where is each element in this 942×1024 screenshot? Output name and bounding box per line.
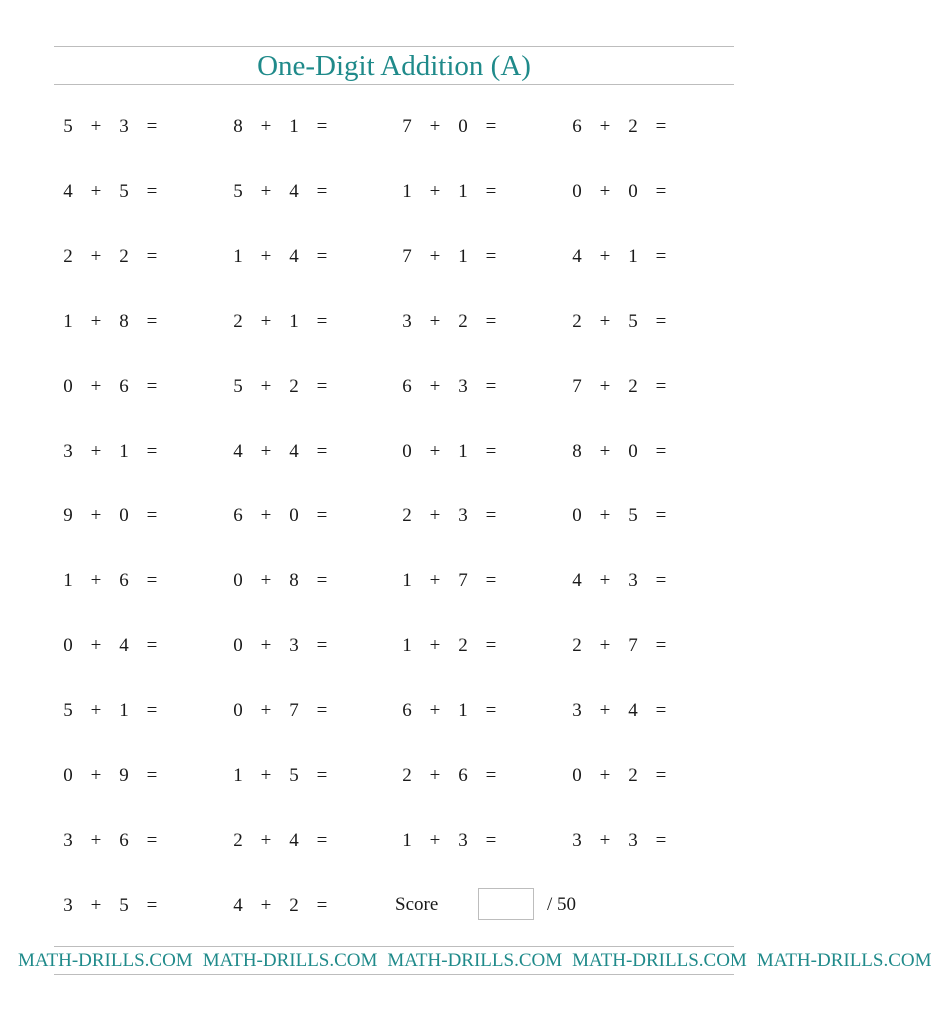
addend-1: 0 [233,570,243,591]
addend-1: 0 [402,441,412,462]
equals-sign: = [655,246,667,267]
addend-1: 4 [233,895,243,916]
top-rule [54,46,734,47]
equals-sign: = [316,376,328,397]
plus-sign: + [599,635,611,656]
plus-sign: + [429,441,441,462]
addend-1: 3 [402,311,412,332]
addend-2: 3 [458,376,468,397]
addend-1: 0 [233,635,243,656]
plus-sign: + [260,246,272,267]
plus-sign: + [260,116,272,137]
equals-sign: = [485,441,497,462]
plus-sign: + [429,505,441,526]
equals-sign: = [485,635,497,656]
addend-1: 8 [572,441,582,462]
addend-2: 8 [289,570,299,591]
addend-1: 6 [572,116,582,137]
equals-sign: = [146,505,158,526]
equals-sign: = [146,376,158,397]
equals-sign: = [485,830,497,851]
plus-sign: + [429,635,441,656]
plus-sign: + [260,635,272,656]
addend-1: 5 [63,116,73,137]
addend-2: 5 [628,311,638,332]
addend-2: 4 [289,246,299,267]
plus-sign: + [90,505,102,526]
equals-sign: = [146,765,158,786]
plus-sign: + [90,765,102,786]
footer-top-rule [54,946,734,947]
addend-1: 3 [572,700,582,721]
addend-1: 5 [233,181,243,202]
plus-sign: + [90,830,102,851]
plus-sign: + [599,246,611,267]
plus-sign: + [599,311,611,332]
equals-sign: = [485,376,497,397]
equals-sign: = [655,635,667,656]
addend-2: 7 [289,700,299,721]
footer-text: MATH-DRILLS.COM [572,950,747,971]
addend-2: 1 [289,116,299,137]
addend-2: 4 [289,441,299,462]
title-rule [54,84,734,85]
footer-bottom-rule [54,974,734,975]
addend-1: 7 [402,116,412,137]
addend-2: 4 [628,700,638,721]
plus-sign: + [260,570,272,591]
plus-sign: + [260,765,272,786]
footer-text: MATH-DRILLS.COM [202,950,378,971]
equals-sign: = [655,116,667,137]
equals-sign: = [146,116,158,137]
addend-2: 2 [119,246,129,267]
equals-sign: = [655,376,667,397]
addend-1: 8 [233,116,243,137]
addend-2: 1 [458,246,468,267]
addend-2: 4 [289,181,299,202]
addend-1: 0 [63,765,73,786]
addend-1: 0 [572,505,582,526]
equals-sign: = [655,441,667,462]
addend-1: 2 [233,311,243,332]
plus-sign: + [90,246,102,267]
addend-1: 2 [63,246,73,267]
equals-sign: = [146,830,158,851]
plus-sign: + [429,376,441,397]
addend-2: 2 [289,895,299,916]
plus-sign: + [599,116,611,137]
equals-sign: = [485,181,497,202]
plus-sign: + [90,116,102,137]
addend-1: 7 [402,246,412,267]
addend-1: 2 [402,505,412,526]
addend-2: 0 [119,505,129,526]
addend-1: 3 [63,895,73,916]
addend-2: 1 [458,700,468,721]
addend-1: 1 [402,570,412,591]
addend-2: 3 [458,505,468,526]
addend-1: 6 [402,700,412,721]
equals-sign: = [316,441,328,462]
addend-1: 1 [63,311,73,332]
plus-sign: + [429,246,441,267]
plus-sign: + [599,376,611,397]
addend-1: 0 [63,376,73,397]
addend-2: 1 [628,246,638,267]
addend-2: 6 [119,830,129,851]
addend-1: 5 [63,700,73,721]
addend-2: 2 [458,311,468,332]
equals-sign: = [146,895,158,916]
equals-sign: = [485,116,497,137]
addend-1: 3 [63,830,73,851]
plus-sign: + [599,700,611,721]
plus-sign: + [599,570,611,591]
plus-sign: + [260,700,272,721]
equals-sign: = [485,570,497,591]
addend-2: 2 [458,635,468,656]
plus-sign: + [599,441,611,462]
plus-sign: + [90,441,102,462]
addend-2: 6 [119,570,129,591]
equals-sign: = [316,635,328,656]
addend-1: 1 [402,635,412,656]
equals-sign: = [485,311,497,332]
equals-sign: = [146,700,158,721]
plus-sign: + [90,895,102,916]
addend-2: 1 [458,441,468,462]
equals-sign: = [146,570,158,591]
addend-1: 0 [233,700,243,721]
footer-text: MATH-DRILLS.COM [387,950,563,971]
addend-1: 2 [572,311,582,332]
addend-1: 2 [402,765,412,786]
addend-2: 6 [119,376,129,397]
plus-sign: + [429,570,441,591]
addend-1: 1 [233,765,243,786]
equals-sign: = [146,441,158,462]
addend-1: 5 [233,376,243,397]
equals-sign: = [485,765,497,786]
plus-sign: + [90,311,102,332]
equals-sign: = [485,700,497,721]
addend-2: 1 [289,311,299,332]
addend-1: 6 [233,505,243,526]
plus-sign: + [260,505,272,526]
addend-2: 5 [119,181,129,202]
addend-2: 2 [628,376,638,397]
equals-sign: = [316,505,328,526]
addend-2: 9 [119,765,129,786]
plus-sign: + [260,181,272,202]
footer-watermark [18,948,932,974]
addend-2: 5 [119,895,129,916]
equals-sign: = [655,700,667,721]
equals-sign: = [655,505,667,526]
addend-2: 1 [119,441,129,462]
addend-1: 4 [233,441,243,462]
addend-1: 1 [402,830,412,851]
plus-sign: + [90,700,102,721]
addend-2: 3 [628,830,638,851]
plus-sign: + [599,505,611,526]
equals-sign: = [316,116,328,137]
plus-sign: + [599,830,611,851]
addend-2: 3 [628,570,638,591]
score-input[interactable] [478,888,534,920]
equals-sign: = [146,181,158,202]
equals-sign: = [316,700,328,721]
addend-2: 2 [289,376,299,397]
plus-sign: + [429,311,441,332]
plus-sign: + [260,376,272,397]
equals-sign: = [146,246,158,267]
addend-2: 8 [119,311,129,332]
addend-1: 3 [63,441,73,462]
addend-1: 3 [572,830,582,851]
plus-sign: + [429,181,441,202]
equals-sign: = [316,181,328,202]
addend-2: 3 [119,116,129,137]
plus-sign: + [429,830,441,851]
plus-sign: + [90,181,102,202]
equals-sign: = [655,311,667,332]
equals-sign: = [485,505,497,526]
plus-sign: + [429,116,441,137]
addend-1: 7 [572,376,582,397]
equals-sign: = [485,246,497,267]
addend-2: 0 [628,181,638,202]
addend-1: 9 [63,505,73,526]
addend-1: 0 [572,765,582,786]
equals-sign: = [316,570,328,591]
addend-1: 0 [63,635,73,656]
addend-1: 2 [572,635,582,656]
plus-sign: + [90,376,102,397]
plus-sign: + [90,570,102,591]
addend-2: 6 [458,765,468,786]
equals-sign: = [316,830,328,851]
addend-2: 7 [458,570,468,591]
addend-1: 1 [233,246,243,267]
equals-sign: = [655,181,667,202]
plus-sign: + [429,765,441,786]
addend-2: 5 [628,505,638,526]
addend-2: 5 [289,765,299,786]
plus-sign: + [260,895,272,916]
equals-sign: = [655,570,667,591]
addend-2: 0 [458,116,468,137]
addend-1: 0 [572,181,582,202]
plus-sign: + [260,830,272,851]
addend-2: 2 [628,116,638,137]
addend-2: 4 [119,635,129,656]
equals-sign: = [655,765,667,786]
addend-2: 7 [628,635,638,656]
addend-2: 1 [458,181,468,202]
addend-1: 6 [402,376,412,397]
addend-1: 4 [572,246,582,267]
addend-2: 1 [119,700,129,721]
plus-sign: + [429,700,441,721]
addend-1: 1 [402,181,412,202]
addend-2: 4 [289,830,299,851]
equals-sign: = [316,246,328,267]
addend-2: 0 [628,441,638,462]
addend-2: 3 [458,830,468,851]
equals-sign: = [146,311,158,332]
score-label: Score [395,894,439,915]
equals-sign: = [316,311,328,332]
addend-1: 4 [572,570,582,591]
plus-sign: + [599,181,611,202]
footer-text: MATH-DRILLS.COM [756,950,932,971]
addend-2: 3 [289,635,299,656]
equals-sign: = [316,765,328,786]
plus-sign: + [260,311,272,332]
addend-2: 0 [289,505,299,526]
equals-sign: = [655,830,667,851]
equals-sign: = [316,895,328,916]
footer-text: MATH-DRILLS.COM [18,950,193,971]
plus-sign: + [599,765,611,786]
equals-sign: = [146,635,158,656]
addend-1: 2 [233,830,243,851]
addend-1: 4 [63,181,73,202]
addend-1: 1 [63,570,73,591]
plus-sign: + [90,635,102,656]
page-title: One-Digit Addition (A) [257,50,531,82]
plus-sign: + [260,441,272,462]
addend-2: 2 [628,765,638,786]
score-total: / 50 [547,894,577,915]
